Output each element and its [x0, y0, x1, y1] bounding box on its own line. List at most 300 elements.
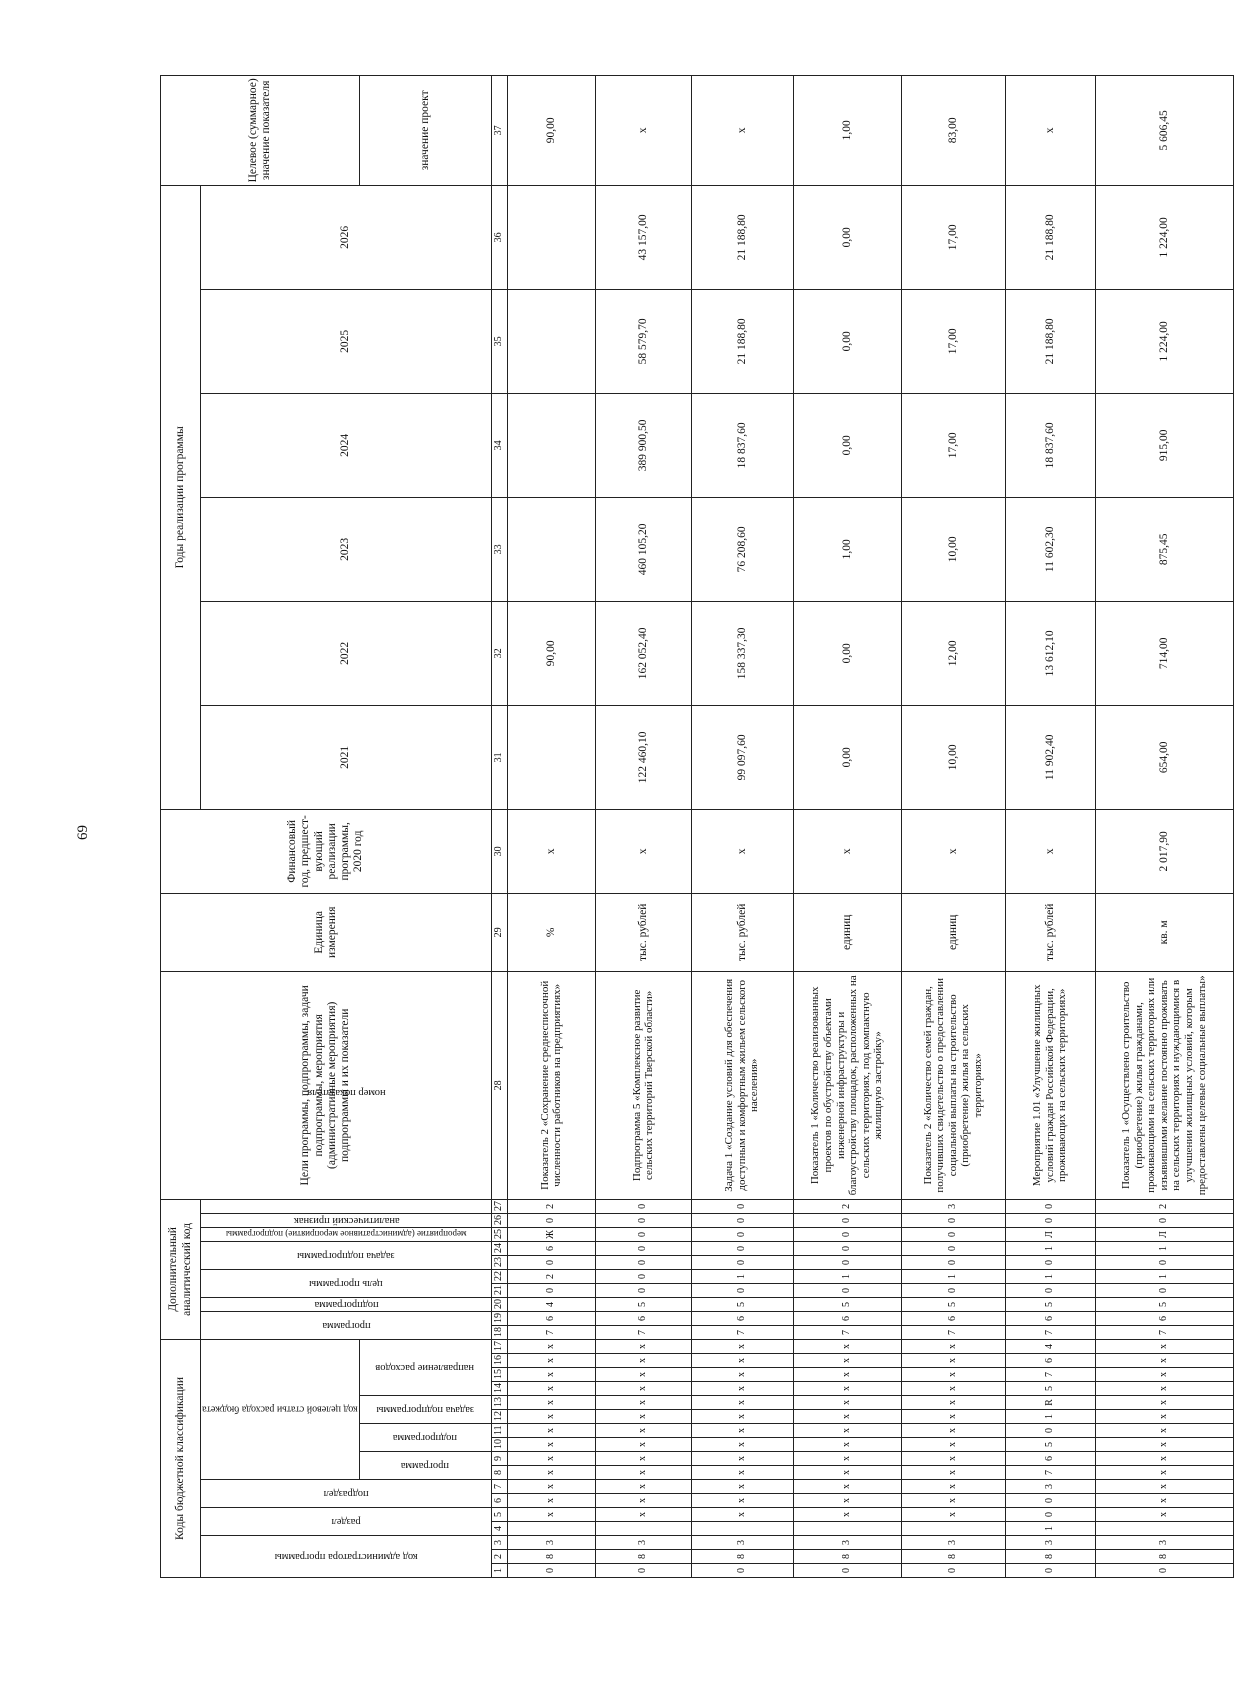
row-target: x — [595, 75, 691, 185]
code-digit: x — [793, 1452, 901, 1466]
row-fin-year: 2 017,90 — [1095, 809, 1233, 893]
col-number: 35 — [491, 289, 507, 393]
row-value-2021: 99 097,60 — [691, 705, 793, 809]
header-year-2021: 2021 — [201, 705, 492, 809]
code-digit: x — [901, 1466, 1005, 1480]
code-digit: x — [1095, 1508, 1233, 1522]
col-number: 19 — [491, 1311, 507, 1325]
col-number: 1 — [491, 1564, 507, 1578]
header-nomer: номер показателя — [201, 971, 492, 1213]
row-fin-year: x — [595, 809, 691, 893]
code-digit: 0 — [1005, 1564, 1095, 1578]
document-table-frame — [160, 78, 1208, 1578]
row-value-2024: 0,00 — [793, 393, 901, 497]
row-unit: тыс. рублей — [691, 893, 793, 971]
header-dop-zadacha: задача подпрограммы — [201, 1241, 492, 1269]
col-number: 33 — [491, 497, 507, 601]
code-digit: 0 — [1005, 1424, 1095, 1438]
code-digit: 1 — [1005, 1269, 1095, 1283]
code-digit: 5 — [1005, 1382, 1095, 1396]
col-number: 11 — [491, 1424, 507, 1438]
code-digit: 6 — [1005, 1311, 1095, 1325]
code-digit: 0 — [901, 1283, 1005, 1297]
code-digit — [1095, 1522, 1233, 1536]
col-number: 36 — [491, 185, 507, 289]
code-digit: x — [901, 1382, 1005, 1396]
col-number: 14 — [491, 1382, 507, 1396]
code-digit: x — [901, 1424, 1005, 1438]
code-digit: x — [793, 1382, 901, 1396]
code-digit: 4 — [507, 1297, 595, 1311]
row-value-2025: 17,00 — [901, 289, 1005, 393]
code-digit: x — [507, 1339, 595, 1353]
header-year-2022: 2022 — [201, 601, 492, 705]
row-value-2022: 714,00 — [1095, 601, 1233, 705]
code-digit: x — [595, 1354, 691, 1368]
row-value-2023 — [507, 497, 595, 601]
code-digit: x — [901, 1438, 1005, 1452]
table-row — [901, 75, 1005, 1577]
code-digit: 6 — [1005, 1452, 1095, 1466]
row-fin-year: x — [1005, 809, 1095, 893]
code-digit: x — [595, 1452, 691, 1466]
code-digit: x — [507, 1368, 595, 1382]
code-digit: 0 — [793, 1213, 901, 1227]
code-digit: x — [691, 1438, 793, 1452]
code-digit: 8 — [507, 1550, 595, 1564]
code-digit: 5 — [1005, 1297, 1095, 1311]
code-digit: 7 — [1095, 1325, 1233, 1339]
code-digit: R — [1005, 1396, 1095, 1410]
code-digit: 0 — [1005, 1199, 1095, 1213]
code-digit — [901, 1522, 1005, 1536]
row-value-2024: 915,00 — [1095, 393, 1233, 497]
code-digit: x — [507, 1508, 595, 1522]
code-digit: 5 — [595, 1297, 691, 1311]
header-target-sub: значение проект — [359, 75, 491, 185]
code-digit: 0 — [901, 1255, 1005, 1269]
col-number: 8 — [491, 1466, 507, 1480]
table-row — [793, 75, 901, 1577]
row-fin-year: x — [901, 809, 1005, 893]
header-year-2023: 2023 — [201, 497, 492, 601]
code-digit: x — [595, 1339, 691, 1353]
row-value-2023: 875,45 — [1095, 497, 1233, 601]
row-value-2022: 12,00 — [901, 601, 1005, 705]
header-year-2026: 2026 — [201, 185, 492, 289]
code-digit: 5 — [793, 1297, 901, 1311]
row-value-2026: 1 224,00 — [1095, 185, 1233, 289]
code-digit: 0 — [901, 1564, 1005, 1578]
code-digit: 7 — [1005, 1368, 1095, 1382]
col-number: 5 — [491, 1508, 507, 1522]
row-value-2025 — [507, 289, 595, 393]
row-value-2024: 18 837,60 — [691, 393, 793, 497]
row-value-2024: 389 900,50 — [595, 393, 691, 497]
header-goals: Цели программы, подпрограммы, задачи подпрограммы, мероприятия (административные мероприятия) подпрограммы и их показатели — [161, 971, 492, 1199]
code-digit: 0 — [595, 1213, 691, 1227]
code-digit: 3 — [691, 1536, 793, 1550]
code-digit: 5 — [691, 1297, 793, 1311]
header-admin-code: код администратора программы — [201, 1536, 492, 1578]
row-unit: единиц — [793, 893, 901, 971]
row-value-2023: 460 105,20 — [595, 497, 691, 601]
row-fin-year: x — [691, 809, 793, 893]
code-digit: 7 — [1005, 1466, 1095, 1480]
code-digit: x — [1095, 1424, 1233, 1438]
code-digit: x — [595, 1466, 691, 1480]
code-digit: x — [507, 1438, 595, 1452]
code-digit: 3 — [901, 1536, 1005, 1550]
row-target: 1,00 — [793, 75, 901, 185]
code-digit: x — [595, 1368, 691, 1382]
code-digit: x — [793, 1494, 901, 1508]
code-digit: 3 — [1005, 1480, 1095, 1494]
column-number-row — [491, 75, 507, 1577]
table-row — [691, 75, 793, 1577]
row-value-2021: 654,00 — [1095, 705, 1233, 809]
code-digit: 0 — [793, 1255, 901, 1269]
code-digit: 6 — [901, 1311, 1005, 1325]
code-digit: x — [595, 1438, 691, 1452]
code-digit: 8 — [901, 1550, 1005, 1564]
col-number: 10 — [491, 1438, 507, 1452]
code-digit: 1 — [1005, 1522, 1095, 1536]
code-digit: x — [507, 1382, 595, 1396]
code-digit: 1 — [1095, 1269, 1233, 1283]
code-digit: 0 — [793, 1283, 901, 1297]
row-unit: кв. м — [1095, 893, 1233, 971]
code-digit: 0 — [691, 1564, 793, 1578]
code-digit: 3 — [901, 1199, 1005, 1213]
code-digit: x — [595, 1410, 691, 1424]
code-digit: x — [507, 1466, 595, 1480]
code-digit: 0 — [691, 1241, 793, 1255]
code-digit: x — [1095, 1494, 1233, 1508]
row-value-2026: 17,00 — [901, 185, 1005, 289]
code-digit: x — [691, 1382, 793, 1396]
code-digit: x — [1095, 1452, 1233, 1466]
code-digit: 0 — [595, 1241, 691, 1255]
code-digit: 7 — [691, 1325, 793, 1339]
code-digit: x — [793, 1480, 901, 1494]
row-value-2026: 43 157,00 — [595, 185, 691, 289]
code-digit: x — [1095, 1382, 1233, 1396]
row-target: 83,00 — [901, 75, 1005, 185]
row-value-2026: 21 188,80 — [691, 185, 793, 289]
code-digit: 0 — [507, 1283, 595, 1297]
header-unit: Единица измерения — [161, 893, 492, 971]
code-digit: 1 — [1005, 1241, 1095, 1255]
code-digit: 8 — [595, 1550, 691, 1564]
code-digit: 0 — [1005, 1283, 1095, 1297]
header-dop-programma: программа — [201, 1311, 492, 1339]
col-number: 37 — [491, 75, 507, 185]
row-value-2023: 11 602,30 — [1005, 497, 1095, 601]
code-digit: x — [901, 1452, 1005, 1466]
code-digit: 6 — [507, 1311, 595, 1325]
code-digit: Ж — [507, 1227, 595, 1241]
row-value-2026 — [507, 185, 595, 289]
header-year-2024: 2024 — [201, 393, 492, 497]
code-digit: 1 — [901, 1269, 1005, 1283]
code-digit: x — [691, 1410, 793, 1424]
code-digit: 6 — [1095, 1311, 1233, 1325]
header-cel: цель программы — [201, 1269, 492, 1297]
row-value-2025: 58 579,70 — [595, 289, 691, 393]
code-digit: 0 — [691, 1213, 793, 1227]
code-digit: 1 — [793, 1269, 901, 1283]
code-digit: 0 — [901, 1241, 1005, 1255]
code-digit: 0 — [595, 1255, 691, 1269]
col-number: 17 — [491, 1339, 507, 1353]
col-number: 22 — [491, 1269, 507, 1283]
code-digit: 2 — [793, 1199, 901, 1213]
row-value-2022: 0,00 — [793, 601, 901, 705]
header-meropriyatie: мероприятие (административное мероприятие) подпрограммы — [201, 1227, 492, 1241]
code-digit: x — [901, 1480, 1005, 1494]
code-digit: x — [1095, 1480, 1233, 1494]
code-digit: x — [691, 1354, 793, 1368]
code-digit: x — [793, 1508, 901, 1522]
code-digit: 0 — [595, 1269, 691, 1283]
code-digit: 3 — [1095, 1536, 1233, 1550]
code-digit: x — [507, 1396, 595, 1410]
col-number: 16 — [491, 1354, 507, 1368]
col-number: 34 — [491, 393, 507, 497]
code-digit: x — [691, 1452, 793, 1466]
code-digit: 0 — [595, 1227, 691, 1241]
code-digit: x — [793, 1354, 901, 1368]
code-digit: x — [901, 1368, 1005, 1382]
code-digit: 0 — [691, 1199, 793, 1213]
code-digit: x — [595, 1480, 691, 1494]
header-year-2025: 2025 — [201, 289, 492, 393]
code-digit: x — [1095, 1438, 1233, 1452]
code-digit: 7 — [901, 1325, 1005, 1339]
header-podprogramma: подпрограмма — [359, 1424, 491, 1452]
row-description: Показатель 1 «Осуществлено строительство (приобретение) жилья гражданами, проживающими на сельских территориях или изъявившими желание постоянно проживать на сельских территориях и нуждающимися в улучшении жилищных условий, которым предоставлены целевые социальные выплаты» — [1095, 971, 1233, 1199]
col-number: 30 — [491, 809, 507, 893]
col-number: 12 — [491, 1410, 507, 1424]
header-budget-codes: Коды бюджетной классификации — [161, 1339, 201, 1577]
code-digit: 1 — [691, 1269, 793, 1283]
code-digit: x — [691, 1466, 793, 1480]
row-value-2025: 0,00 — [793, 289, 901, 393]
row-value-2025: 21 188,80 — [691, 289, 793, 393]
header-row-1 — [161, 75, 201, 1577]
code-digit: 0 — [1095, 1283, 1233, 1297]
code-digit: 6 — [507, 1241, 595, 1255]
row-value-2023: 76 208,60 — [691, 497, 793, 601]
code-digit: x — [793, 1466, 901, 1480]
row-target: 5 606,45 — [1095, 75, 1233, 185]
code-digit: x — [901, 1396, 1005, 1410]
col-number: 18 — [491, 1325, 507, 1339]
code-digit: x — [507, 1494, 595, 1508]
header-dop-code: Дополнительный аналитический код — [161, 1199, 201, 1339]
code-digit: 0 — [1005, 1255, 1095, 1269]
row-value-2025: 1 224,00 — [1095, 289, 1233, 393]
row-description: Показатель 1 «Количество реализованных проектов по обустройству объектами инженерной инфраструктуры и благоустройству площадок, расположенных на сельских территориях, под компактную жилищную застройку» — [793, 971, 901, 1199]
code-digit: x — [507, 1354, 595, 1368]
code-digit: 6 — [793, 1311, 901, 1325]
row-value-2023: 1,00 — [793, 497, 901, 601]
code-digit: 5 — [901, 1297, 1005, 1311]
row-description: Подпрограмма 5 «Комплексное развитие сельских территорий Тверской области» — [595, 971, 691, 1199]
row-value-2024 — [507, 393, 595, 497]
header-razdel: раздел — [201, 1508, 492, 1536]
col-number: 15 — [491, 1368, 507, 1382]
code-digit: 0 — [1005, 1508, 1095, 1522]
code-digit: 8 — [691, 1550, 793, 1564]
code-digit: 0 — [595, 1283, 691, 1297]
row-value-2024: 17,00 — [901, 393, 1005, 497]
code-digit: x — [1095, 1410, 1233, 1424]
code-digit: x — [595, 1396, 691, 1410]
col-number: 24 — [491, 1241, 507, 1255]
row-unit: % — [507, 893, 595, 971]
header-target: Целевое (суммарное) значение показателя — [161, 75, 360, 185]
code-digit: x — [1095, 1354, 1233, 1368]
row-description: Мероприятие 1.01 «Улучшение жилищных условий граждан Российской Федерации, проживающих на сельских территориях» — [1005, 971, 1095, 1199]
code-digit: x — [1095, 1339, 1233, 1353]
row-description: Показатель 2 «Количество семей граждан, получивших свидетельство о предоставлении социальной выплаты на строительство (приобретение) жилья на сельских территориях» — [901, 971, 1005, 1199]
code-digit: 7 — [507, 1325, 595, 1339]
code-digit: Л — [1095, 1227, 1233, 1241]
code-digit: x — [691, 1339, 793, 1353]
row-unit: тыс. рублей — [1005, 893, 1095, 971]
code-digit: x — [793, 1438, 901, 1452]
row-description: Показатель 2 «Сохранение среднесписочной численности работников на предприятиях» — [507, 971, 595, 1199]
table-row — [507, 75, 595, 1577]
code-digit: x — [793, 1424, 901, 1438]
header-podrazdel: подраздел — [201, 1480, 492, 1508]
row-value-2022: 13 612,10 — [1005, 601, 1095, 705]
col-number: 25 — [491, 1227, 507, 1241]
code-digit: 6 — [595, 1311, 691, 1325]
row-value-2024: 18 837,60 — [1005, 393, 1095, 497]
code-digit: 0 — [793, 1227, 901, 1241]
col-number: 6 — [491, 1494, 507, 1508]
code-digit: 8 — [1005, 1550, 1095, 1564]
code-digit: 0 — [1095, 1255, 1233, 1269]
rotated-table-container — [160, 78, 1208, 1578]
header-priznak: аналитический признак — [201, 1213, 492, 1227]
code-digit: x — [507, 1452, 595, 1466]
code-digit: x — [507, 1480, 595, 1494]
code-digit: 7 — [595, 1325, 691, 1339]
table-row — [1095, 75, 1233, 1577]
code-digit — [793, 1522, 901, 1536]
code-digit: 7 — [1005, 1325, 1095, 1339]
code-digit: x — [595, 1424, 691, 1438]
code-digit: 0 — [901, 1213, 1005, 1227]
row-unit: тыс. рублей — [595, 893, 691, 971]
code-digit: x — [1095, 1466, 1233, 1480]
header-programma: программа — [359, 1452, 491, 1480]
code-digit: x — [691, 1494, 793, 1508]
col-number: 20 — [491, 1297, 507, 1311]
code-digit: 8 — [1095, 1550, 1233, 1564]
row-value-2022: 158 337,30 — [691, 601, 793, 705]
col-number: 3 — [491, 1536, 507, 1550]
row-value-2022: 162 052,40 — [595, 601, 691, 705]
code-digit: x — [901, 1339, 1005, 1353]
code-digit: 0 — [691, 1227, 793, 1241]
col-number: 21 — [491, 1283, 507, 1297]
code-digit: x — [793, 1396, 901, 1410]
code-digit: x — [595, 1382, 691, 1396]
code-digit: 4 — [1005, 1339, 1095, 1353]
code-digit: x — [691, 1368, 793, 1382]
code-digit: 3 — [507, 1536, 595, 1550]
row-value-2021: 0,00 — [793, 705, 901, 809]
code-digit: 5 — [1005, 1438, 1095, 1452]
code-digit: 1 — [1095, 1241, 1233, 1255]
row-value-2021 — [507, 705, 595, 809]
col-number: 7 — [491, 1480, 507, 1494]
code-digit: 0 — [507, 1564, 595, 1578]
header-dop-podprogramma: подпрограмма — [201, 1297, 492, 1311]
col-number: 32 — [491, 601, 507, 705]
col-number: 4 — [491, 1522, 507, 1536]
row-target: x — [691, 75, 793, 185]
code-digit: x — [691, 1480, 793, 1494]
header-target-code: код целевой статьи расхода бюджета — [201, 1339, 360, 1479]
code-digit: x — [595, 1508, 691, 1522]
code-digit: 0 — [691, 1283, 793, 1297]
page-number: 69 — [75, 825, 91, 840]
row-value-2022: 90,00 — [507, 601, 595, 705]
code-digit — [507, 1522, 595, 1536]
code-digit: 0 — [595, 1564, 691, 1578]
code-digit: x — [901, 1494, 1005, 1508]
code-digit: x — [691, 1424, 793, 1438]
header-napravlenie: направление расходов — [359, 1339, 491, 1395]
code-digit: 0 — [507, 1213, 595, 1227]
code-digit: x — [691, 1396, 793, 1410]
code-digit: x — [1095, 1368, 1233, 1382]
code-digit: 5 — [1095, 1297, 1233, 1311]
col-number: 9 — [491, 1452, 507, 1466]
code-digit: 0 — [595, 1199, 691, 1213]
col-number: 23 — [491, 1255, 507, 1269]
table-row — [1005, 75, 1095, 1577]
row-value-2023: 10,00 — [901, 497, 1005, 601]
code-digit: 0 — [1095, 1213, 1233, 1227]
code-digit: x — [901, 1354, 1005, 1368]
col-number: 26 — [491, 1213, 507, 1227]
col-number: 27 — [491, 1199, 507, 1213]
header-zadacha: задача подпрограммы — [359, 1396, 491, 1424]
code-digit: 2 — [507, 1199, 595, 1213]
code-digit: 8 — [793, 1550, 901, 1564]
code-digit — [691, 1522, 793, 1536]
header-fin-year: Финансовый год, предшест-вующий реализации программы, 2020 год — [161, 809, 492, 893]
col-number: 2 — [491, 1550, 507, 1564]
row-value-2025: 21 188,80 — [1005, 289, 1095, 393]
col-number: 31 — [491, 705, 507, 809]
code-digit: 0 — [1095, 1564, 1233, 1578]
row-target: 90,00 — [507, 75, 595, 185]
row-target: x — [1005, 75, 1095, 185]
code-digit: 3 — [793, 1536, 901, 1550]
row-unit: единиц — [901, 893, 1005, 971]
header-years: Годы реализации программы — [161, 185, 201, 809]
code-digit: 2 — [1095, 1199, 1233, 1213]
code-digit: x — [507, 1410, 595, 1424]
